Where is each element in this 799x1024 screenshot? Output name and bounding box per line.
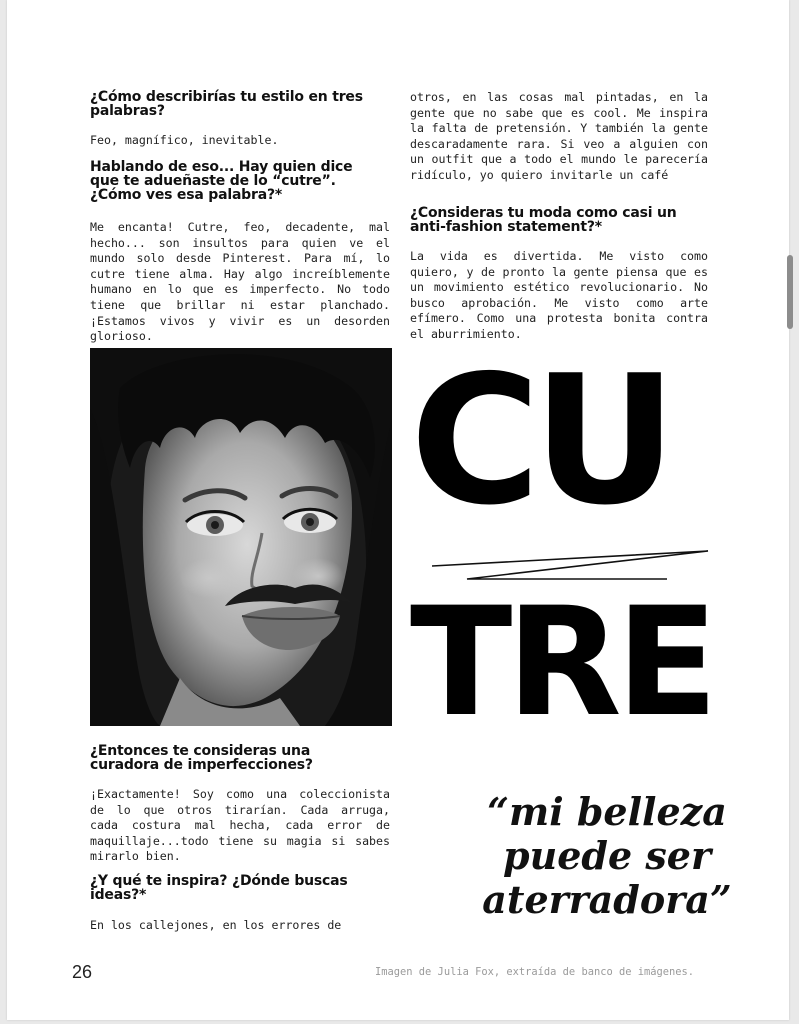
portrait-illustration xyxy=(90,348,392,726)
answer-style-three-words: Feo, magnífico, inevitable. xyxy=(90,133,279,147)
answer-anti-fashion: La vida es divertida. Me visto como quiero, y de pronto la gente piensa que es un movimiento estético revolucionario. No busco aprobación. Me visto como arte efímero. Como una protesta bonita contra el aburrimiento. xyxy=(410,249,708,341)
magazine-page xyxy=(7,0,789,1020)
page-number: 26 xyxy=(72,962,93,982)
question-inspiracion: ¿Y qué te inspira? ¿Dónde buscas ideas?* xyxy=(90,873,348,903)
answer-inspiracion-start: En los callejones, en los errores de xyxy=(90,918,342,932)
headline-cu: CU xyxy=(410,337,670,544)
pull-quote xyxy=(462,790,752,922)
question-style-three-words: ¿Cómo describirías tu estilo en tres palabras? xyxy=(90,89,363,119)
question-anti-fashion: ¿Consideras tu moda como casi un anti-fashion statement?* xyxy=(410,205,677,235)
headline-tre: TRE xyxy=(410,576,713,750)
image-credit: Imagen de Julia Fox, extraída de banco de imágenes. xyxy=(375,966,695,978)
question-cutre-word: Hablando de eso... Hay quien dice que te adueñaste de lo “cutre”. ¿Cómo ves esa palabra?* xyxy=(90,159,353,203)
answer-inspiracion-continued: otros, en las cosas mal pintadas, en la gente que no sabe que es cool. Me inspira la falta de pretensión. Y también la gente descaradamente rara. Si veo a alguien con un outfit que a todo el mundo le parecería ridículo, yo quiero invitarle un café xyxy=(410,90,708,182)
pull-quote-line-2: puede ser xyxy=(503,833,711,878)
pull-quote-line-1: “mi belleza xyxy=(487,789,727,834)
question-curadora: ¿Entonces te consideras una curadora de imperfecciones? xyxy=(90,743,313,773)
answer-curadora: ¡Exactamente! Soy como una coleccionista de lo que otros tirarían. Cada arruga, cada costura mal hecha, cada error de maquillaje...todo tiene su magia si sabes mirarlo bien. xyxy=(90,787,390,864)
pull-quote-line-3: aterradora” xyxy=(482,877,732,922)
answer-cutre-word: Me encanta! Cutre, feo, decadente, mal hecho... son insultos para quien ve el mundo solo desde Pinterest. Para mí, lo cutre tiene alma. Hay algo increíblemente humano en lo que es imperfecto. No todo tiene que brillar ni estar planchado.¡Estamos vivos y vivir es un desorden glorioso. xyxy=(90,220,390,344)
portrait-photo xyxy=(90,348,392,726)
scrollbar-thumb[interactable] xyxy=(787,255,793,329)
